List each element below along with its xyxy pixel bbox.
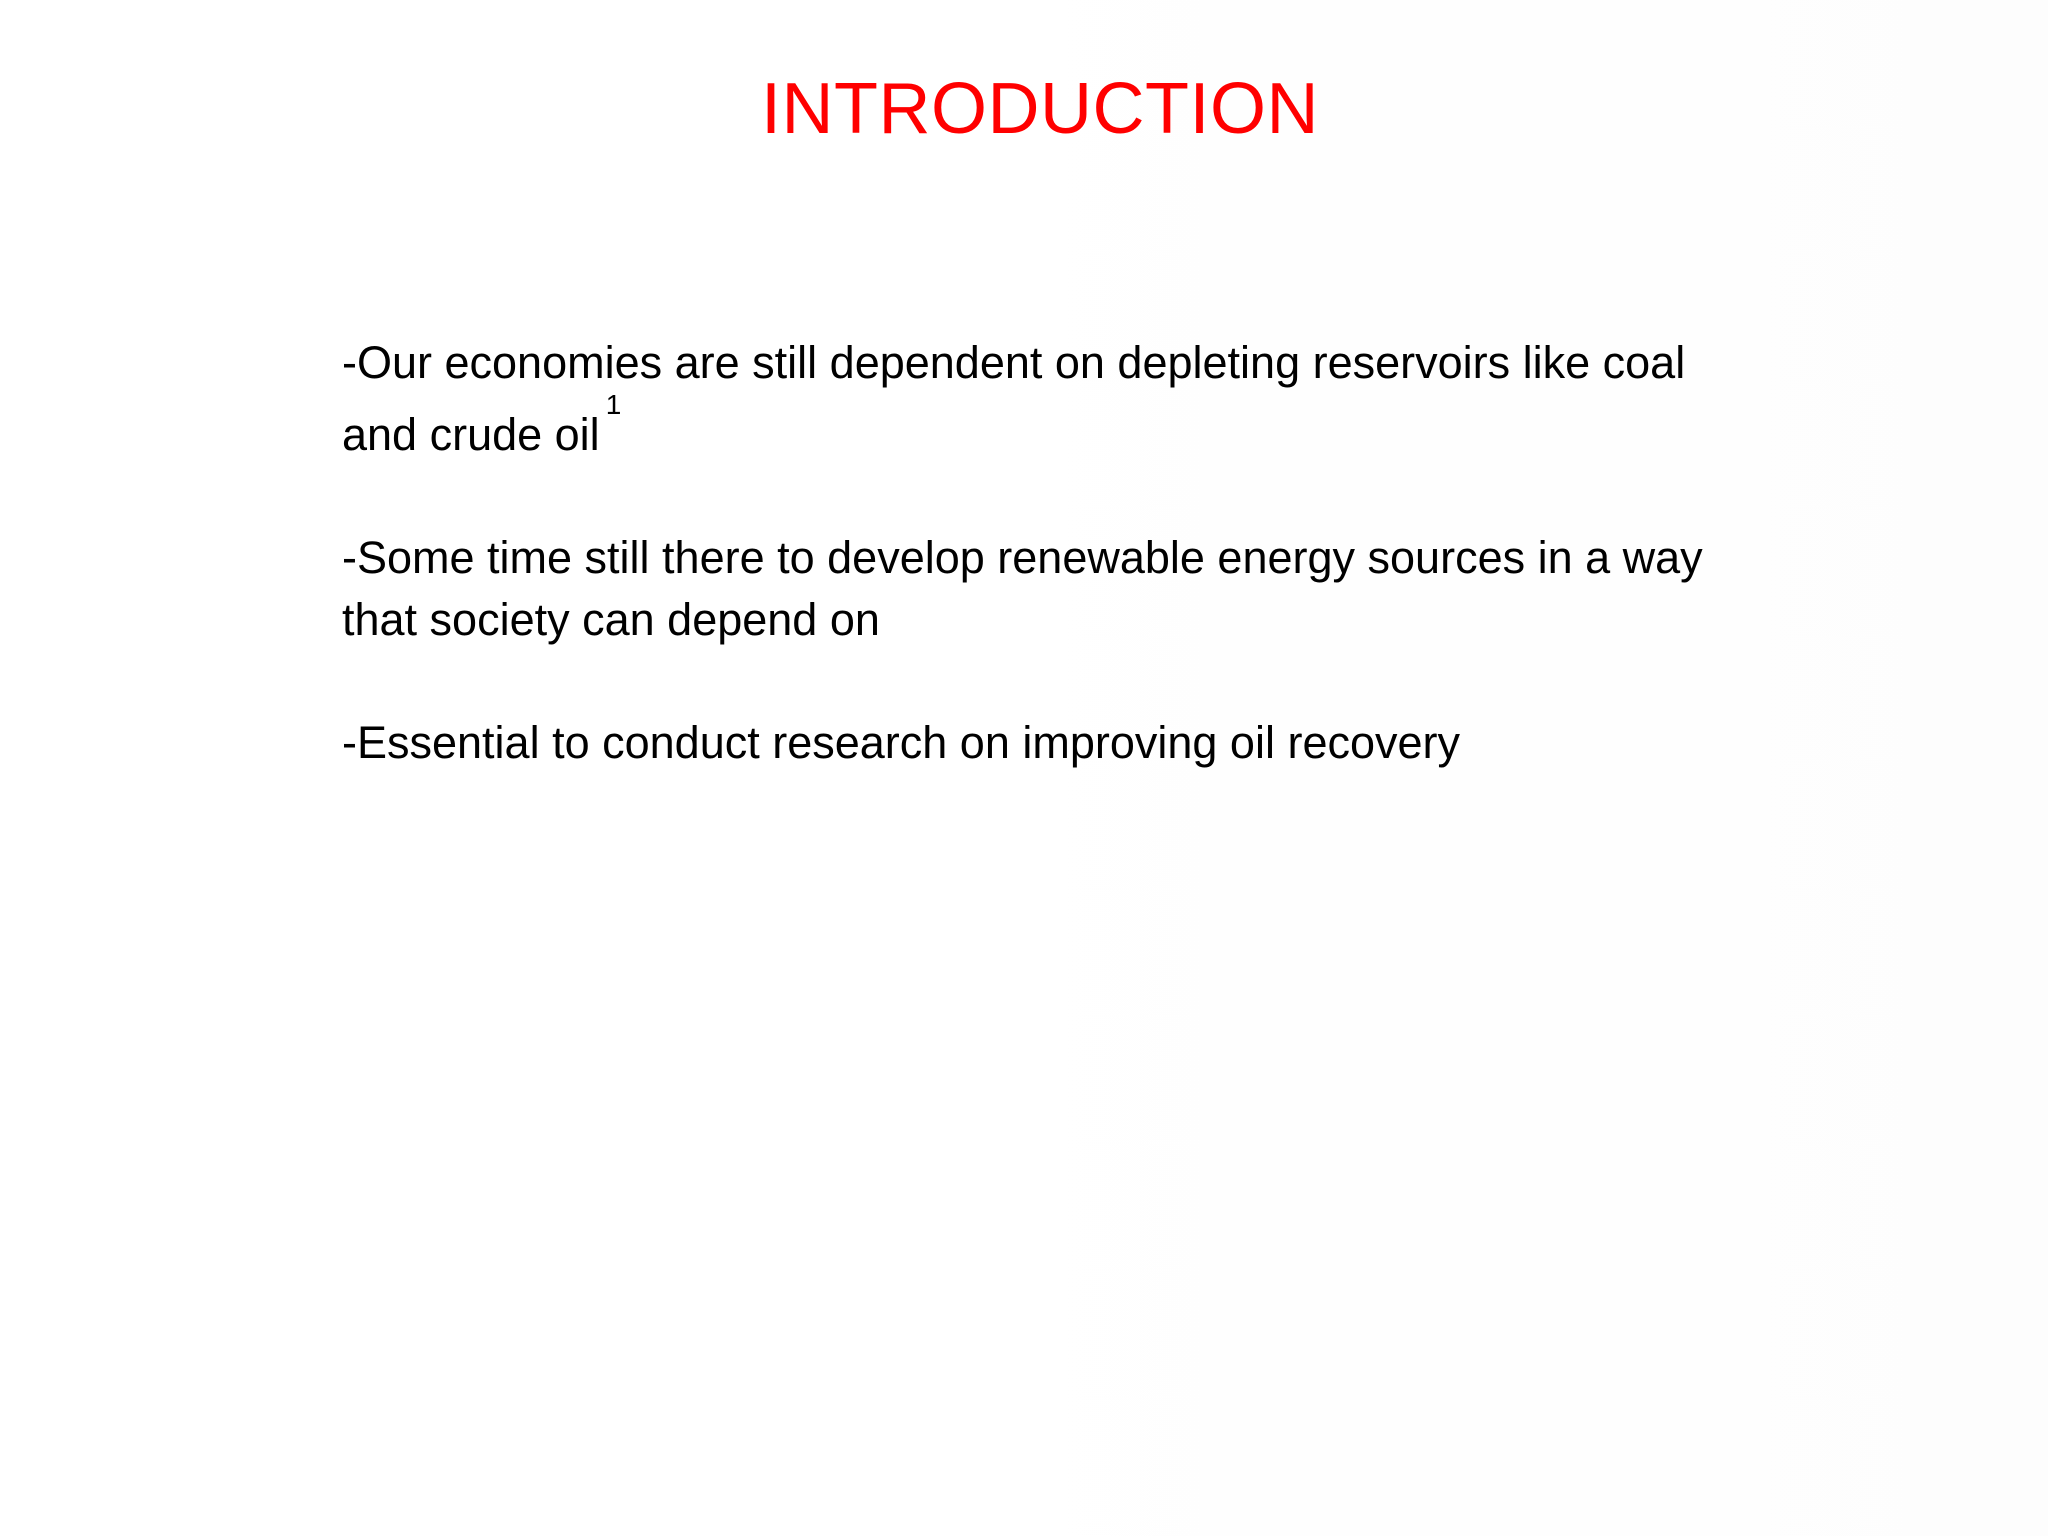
bullet-text-line: and crude oil [342,409,600,460]
bullet-text-line: -Our economies are still dependent on depleting reservoirs like coal [342,337,1686,388]
footnote-reference: 1 [605,389,622,420]
bullet-paragraph [342,527,1792,651]
bullet-text-line: that society can depend on [342,594,880,645]
bullet-text-line-wrapper [342,389,1792,466]
bullet-text-line: -Essential to conduct research on improving oil recovery [342,717,1461,768]
slide-title: INTRODUCTION [761,69,1319,149]
bullet-paragraph [342,332,1792,466]
bullet-text-line: -Some time still there to develop renewable energy sources in a way [342,532,1703,583]
slide-body [342,332,1792,835]
bullet-paragraph [342,712,1792,774]
